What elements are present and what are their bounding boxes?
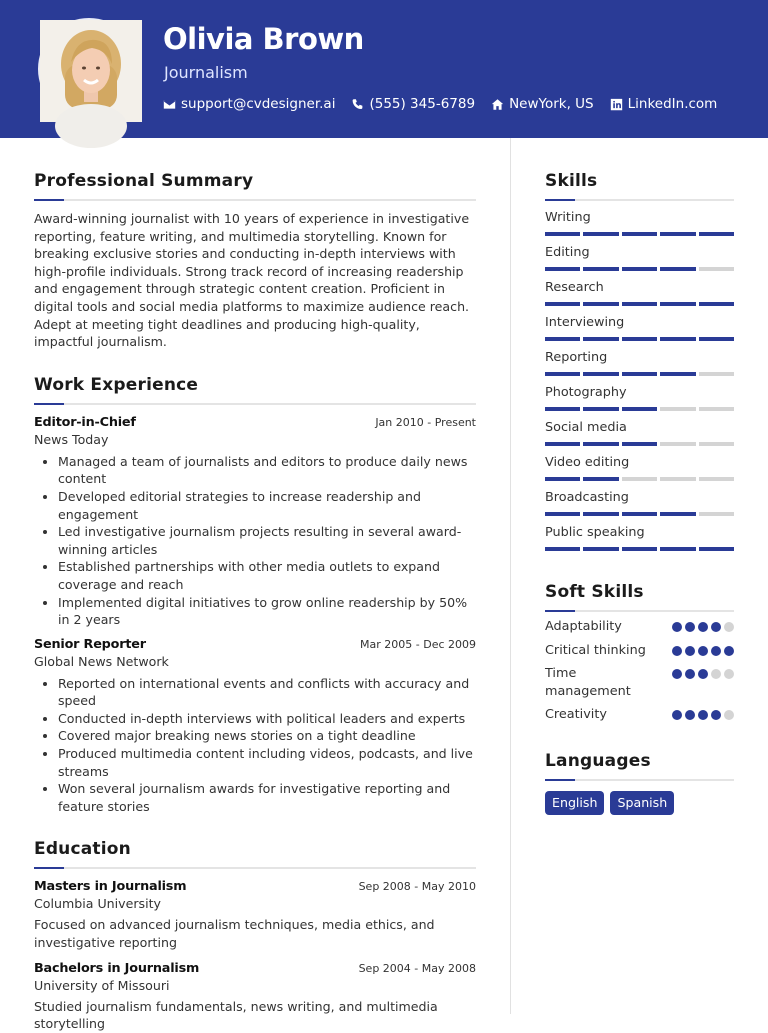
job-bullet: • Won several journalism awards for investigative reporting and feature stories (58, 780, 476, 815)
skill-name: Video editing (545, 455, 630, 470)
skills-title: Skills (545, 171, 598, 191)
skill-item (545, 385, 734, 411)
rating-dot (724, 646, 734, 656)
education-date: Sep 2004 - May 2008 (358, 961, 476, 975)
skill-level-bar (545, 232, 734, 236)
soft-skills-section (545, 581, 734, 724)
education-section (34, 838, 476, 1032)
contact-linkedin-text: LinkedIn.com (627, 96, 718, 112)
home-icon (491, 98, 504, 111)
contact-linkedin[interactable] (610, 96, 718, 112)
skill-item (545, 525, 734, 551)
skill-level-segment (660, 442, 695, 446)
job-company: News Today (34, 431, 109, 447)
rating-dot (672, 669, 682, 679)
section-underline (545, 779, 734, 781)
rating-dot (711, 622, 721, 632)
skill-level-segment (622, 337, 657, 341)
contact-email-text: support@cvdesigner.ai (181, 96, 336, 112)
skill-item (545, 315, 734, 341)
rating-dot (724, 622, 734, 632)
section-underline (34, 867, 476, 869)
section-underline (545, 610, 734, 612)
skill-level-segment (583, 232, 618, 236)
rating-dot (698, 710, 708, 720)
skill-level-segment (660, 267, 695, 271)
skill-level-segment (660, 372, 695, 376)
skill-level-segment (660, 232, 695, 236)
skill-level-bar (545, 337, 734, 341)
skill-level-segment (545, 442, 580, 446)
rating-dot (711, 710, 721, 720)
skill-level-segment (583, 372, 618, 376)
job-bullet: • Managed a team of journalists and editors to produce daily news content (58, 453, 476, 488)
job-bullet: • Covered major breaking news stories on a tight deadline (58, 727, 476, 745)
skill-level-segment (699, 232, 734, 236)
job-bullet: • Reported on international events and conflicts with accuracy and speed (58, 675, 476, 710)
skill-level-segment (699, 442, 734, 446)
language-tag: Spanish (610, 791, 674, 815)
skill-level-segment (545, 232, 580, 236)
language-tag: English (545, 791, 604, 815)
skill-level-bar (545, 302, 734, 306)
summary-title: Professional Summary (34, 171, 254, 191)
contact-location-text: NewYork, US (509, 96, 594, 112)
soft-skill-item (545, 706, 734, 724)
school-name: Columbia University (34, 896, 161, 912)
education-entry (34, 879, 476, 951)
soft-skill-name: Creativity (545, 707, 607, 722)
education-description: Focused on advanced journalism techniques, media ethics, and investigative reporting (34, 917, 435, 951)
rating-dot (685, 646, 695, 656)
skill-level-segment (699, 337, 734, 341)
skill-item (545, 490, 734, 516)
section-underline (34, 199, 476, 201)
skill-level-segment (622, 372, 657, 376)
job-entry (34, 415, 476, 629)
job-bullet: • Conducted in-depth interviews with political leaders and experts (58, 710, 476, 728)
soft-skill-name: Critical thinking (545, 642, 646, 658)
skill-name: Social media (545, 420, 627, 435)
skill-level-segment (545, 512, 580, 516)
skill-level-segment (622, 267, 657, 271)
contact-phone[interactable] (351, 96, 475, 112)
skill-level-segment (545, 267, 580, 271)
languages-section (545, 750, 734, 815)
rating-dot (672, 646, 682, 656)
education-date: Sep 2008 - May 2010 (358, 880, 476, 894)
side-column (545, 170, 734, 815)
skill-level-segment (545, 372, 580, 376)
languages-title: Languages (545, 750, 651, 771)
skill-level-segment (622, 547, 657, 551)
summary-section (34, 170, 476, 351)
rating-dot (711, 669, 721, 679)
skill-level-bar (545, 512, 734, 516)
candidate-role: Journalism (164, 63, 248, 82)
rating-dot (685, 710, 695, 720)
skill-level-segment (583, 407, 618, 411)
rating-dot (724, 710, 734, 720)
skill-level-segment (622, 512, 657, 516)
skill-level-segment (622, 302, 657, 306)
rating-dot (724, 669, 734, 679)
skill-level-segment (583, 442, 618, 446)
contact-location (491, 96, 594, 112)
skill-level-segment (545, 337, 580, 341)
soft-skill-rating (672, 665, 734, 679)
skill-level-segment (583, 477, 618, 481)
skill-level-segment (699, 547, 734, 551)
skill-level-segment (660, 337, 695, 341)
skill-level-bar (545, 372, 734, 376)
soft-skill-item (545, 618, 734, 636)
degree-title: Bachelors in Journalism (34, 960, 200, 976)
skill-level-segment (545, 302, 580, 306)
soft-skill-rating (672, 642, 734, 656)
skill-level-segment (699, 267, 734, 271)
envelope-icon (163, 98, 176, 111)
skill-level-segment (583, 337, 618, 341)
skill-level-segment (699, 512, 734, 516)
skill-name: Reporting (545, 350, 608, 365)
skill-level-segment (622, 477, 657, 481)
school-name: University of Missouri (34, 977, 170, 993)
skill-item (545, 245, 734, 271)
job-date: Jan 2010 - Present (375, 415, 476, 429)
candidate-name: Olivia Brown (163, 22, 364, 56)
skill-item (545, 280, 734, 306)
skills-list (545, 210, 734, 551)
contact-row (163, 94, 733, 114)
job-bullets (34, 453, 476, 629)
skill-name: Writing (545, 210, 591, 225)
job-entry (34, 637, 476, 816)
job-bullet: • Led investigative journalism projects resulting in several award-winning articles (58, 523, 476, 558)
rating-dot (698, 622, 708, 632)
rating-dot (685, 669, 695, 679)
job-bullet: • Implemented digital initiatives to grow online readership by 50% in 2 years (58, 594, 476, 629)
contact-email[interactable] (163, 96, 335, 112)
header-banner (0, 0, 768, 138)
skill-level-segment (660, 302, 695, 306)
job-date: Mar 2005 - Dec 2009 (360, 637, 476, 651)
skill-level-bar (545, 267, 734, 271)
skill-name: Interviewing (545, 315, 625, 330)
contact-phone-text: (555) 345-6789 (369, 96, 476, 112)
skill-item (545, 210, 734, 236)
avatar (38, 18, 140, 120)
rating-dot (672, 622, 682, 632)
skill-level-segment (699, 372, 734, 376)
skill-level-segment (699, 302, 734, 306)
skill-level-segment (622, 442, 657, 446)
rating-dot (698, 646, 708, 656)
rating-dot (698, 669, 708, 679)
skill-level-segment (545, 477, 580, 481)
skill-level-segment (583, 267, 618, 271)
experience-section (34, 374, 476, 816)
job-company: Global News Network (34, 653, 169, 669)
rating-dot (685, 622, 695, 632)
job-bullet: • Developed editorial strategies to increase readership and engagement (58, 488, 476, 523)
skill-level-segment (622, 232, 657, 236)
linkedin-icon (610, 98, 623, 111)
experience-title: Work Experience (34, 374, 199, 395)
skill-item (545, 455, 734, 481)
education-description: Studied journalism fundamentals, news writing, and multimedia storytelling (34, 998, 438, 1032)
skill-level-segment (660, 512, 695, 516)
skill-level-segment (583, 512, 618, 516)
soft-skill-item (545, 642, 734, 660)
summary-text: Award-winning journalist with 10 years of experience in investigative reporting, feature writing, and multimedia storytelling. Known for breaking exclusive stories and conducting in-depth interviews with high-profile individuals. Strong track record of increasing readership and engagement through strategic content creation. Proficient in digital tools and social media platforms to maximize audience reach. Adept at meeting tight deadlines and producing high-quality, impactful journalism. (34, 211, 470, 350)
skill-level-bar (545, 407, 734, 411)
section-underline (545, 199, 734, 201)
skill-level-segment (699, 407, 734, 411)
skill-level-bar (545, 477, 734, 481)
column-divider (510, 138, 511, 1014)
education-title: Education (34, 839, 131, 860)
skill-level-segment (622, 407, 657, 411)
skill-level-segment (545, 547, 580, 551)
education-entry (34, 961, 476, 1033)
job-bullets (34, 675, 476, 816)
job-title: Senior Reporter (34, 636, 146, 652)
skill-level-segment (660, 477, 695, 481)
skill-level-segment (699, 477, 734, 481)
skills-section (545, 170, 734, 551)
skill-item (545, 420, 734, 446)
skill-name: Public speaking (545, 525, 645, 540)
job-bullet: • Established partnerships with other media outlets to expand coverage and reach (58, 558, 476, 593)
skill-name: Editing (545, 245, 590, 260)
main-column (34, 170, 476, 1033)
profile-photo (40, 20, 142, 122)
skill-level-segment (583, 302, 618, 306)
soft-skills-list (545, 618, 734, 724)
skill-name: Photography (545, 385, 627, 400)
soft-skill-name: Time management (545, 666, 631, 699)
skill-level-segment (660, 407, 695, 411)
skill-level-bar (545, 442, 734, 446)
rating-dot (711, 646, 721, 656)
skill-level-segment (660, 547, 695, 551)
degree-title: Masters in Journalism (34, 879, 187, 895)
language-tags (545, 791, 734, 815)
soft-skill-name: Adaptability (545, 619, 622, 634)
soft-skill-item (545, 665, 734, 700)
job-title: Editor-in-Chief (34, 414, 136, 430)
soft-skill-rating (672, 706, 734, 720)
skill-item (545, 350, 734, 376)
skill-name: Research (545, 280, 604, 295)
rating-dot (672, 710, 682, 720)
section-underline (34, 403, 476, 405)
skill-name: Broadcasting (545, 490, 629, 505)
job-bullet: • Produced multimedia content including videos, podcasts, and live streams (58, 745, 476, 780)
skill-level-segment (545, 407, 580, 411)
skill-level-bar (545, 547, 734, 551)
soft-skills-title: Soft Skills (545, 582, 644, 602)
skill-level-segment (583, 547, 618, 551)
soft-skill-rating (672, 618, 734, 632)
phone-icon (351, 98, 364, 111)
